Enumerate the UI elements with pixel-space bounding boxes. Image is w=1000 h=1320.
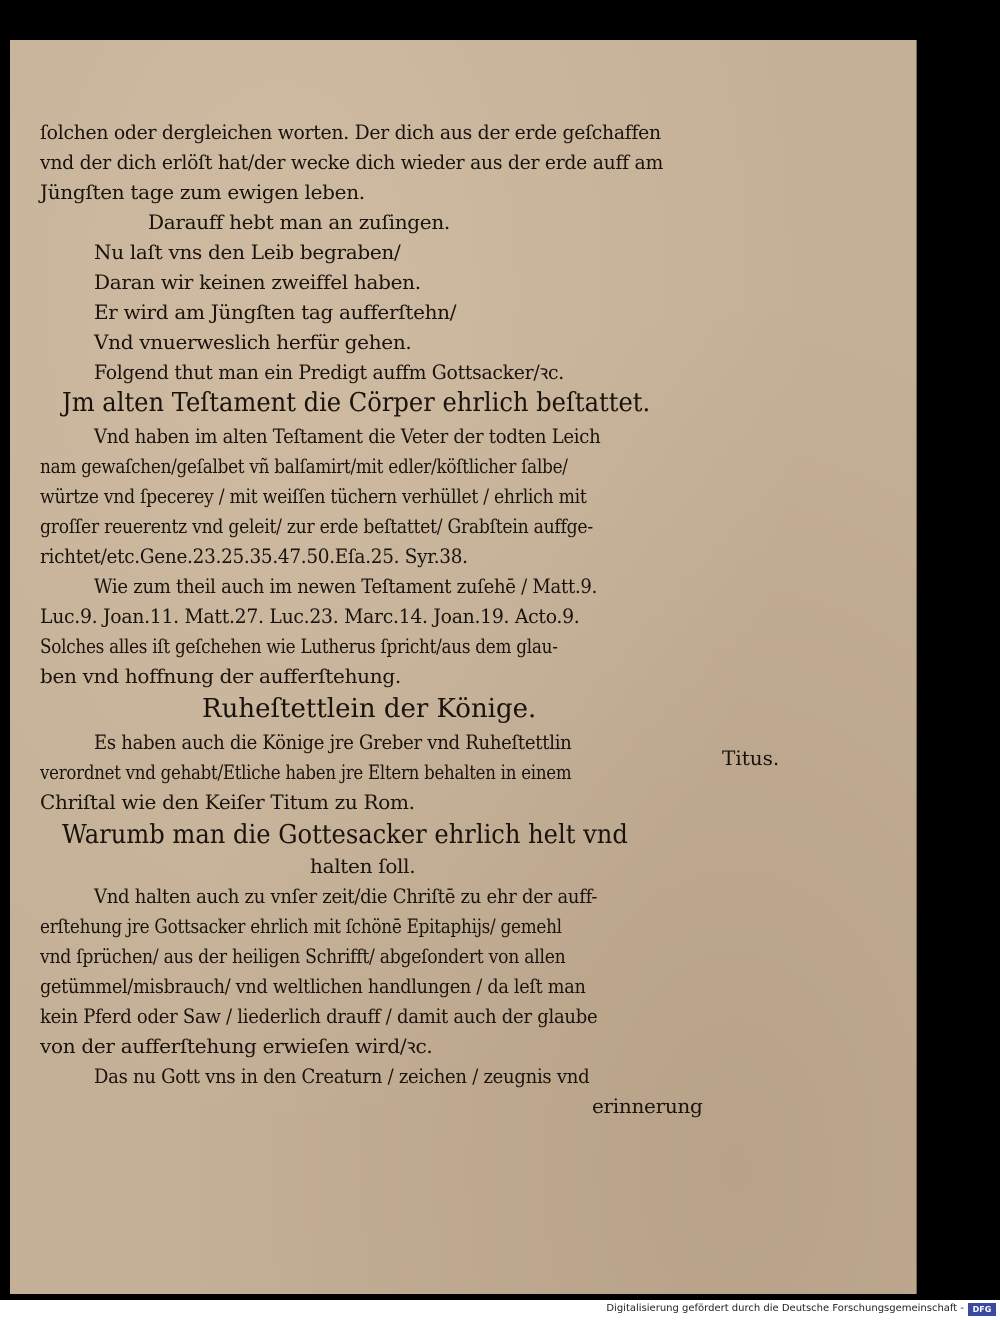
text-line: würtze vnd ſpecerey / mit weiſſen tüchern verhüllet / ehrlich mit [40,484,587,508]
text-line: vnd ſprüchen/ aus der heiligen Schrifft/ abgeſondert von allen [40,944,566,968]
digitization-footer [0,1300,1000,1320]
text-line: Es haben auch die Könige jre Greber vnd Ruheſtettlin [94,730,572,754]
text-line: Vnd vnuerweslich herfür gehen. [94,330,412,354]
text-line: Luc.9. Joan.11. Matt.27. Luc.23. Marc.14. Joan.19. Acto.9. [40,604,580,628]
text-line: Wie zum theil auch im newen Teſtament zuſehē / Matt.9. [94,574,598,598]
text-line: Er wird am Jüngſten tag aufferſtehn/ [94,300,457,324]
text-line: Nu laſt vns den Leib begraben/ [94,240,401,264]
text-line: erſtehung jre Gottsacker ehrlich mit ſchönē Epitaphijs/ gemehl [40,914,562,938]
margin-note: Titus. [722,746,780,770]
text-line: Vnd halten auch zu vnſer zeit/die Chriſtē zu ehr der auff- [94,884,598,908]
text-line: ſolchen oder dergleichen worten. Der dich aus der erde geſchaffen [40,120,661,144]
text-line: nam gewaſchen/geſalbet vñ balſamirt/mit edler/köſtlicher ſalbe/ [40,454,568,478]
section-heading: Warumb man die Gottesacker ehrlich helt vnd [62,820,628,850]
text-line: groſſer reuerentz vnd geleit/ zur erde beſtattet/ Grabſtein auffge- [40,514,593,538]
text-line: kein Pferd oder Saw / liederlich drauff / damit auch der glaube [40,1004,598,1028]
text-line: verordnet vnd gehabt/Etliche haben jre Eltern behalten in einem [40,760,572,784]
section-heading-continued: halten ſoll. [310,854,416,878]
text-line: richtet/etc.Gene.23.25.35.47.50.Eſa.25. Syr.38. [40,544,468,568]
text-line: Das nu Gott vns in den Creaturn / zeichen / zeugnis vnd [94,1064,590,1088]
text-line: von der aufferſtehung erwieſen wird/ꝛc. [40,1034,433,1058]
section-heading: Jm alten Teſtament die Cörper ehrlich beſtattet. [62,388,651,418]
text-line: Chriſtal wie den Keiſer Titum zu Rom. [40,790,415,814]
text-line: Jüngſten tage zum ewigen leben. [40,180,365,204]
book-page [10,40,917,1294]
text-line: getümmel/misbrauch/ vnd weltlichen handlungen / da leſt man [40,974,586,998]
section-heading: Ruheſtettlein der Könige. [202,694,537,724]
text-line: vnd der dich erlöſt hat/der wecke dich wieder aus der erde auff am [40,150,663,174]
text-line: ben vnd hoffnung der aufferſtehung. [40,664,401,688]
text-line: Solches alles iſt geſchehen wie Lutherus ſpricht/aus dem glau- [40,634,558,658]
text-line: Vnd haben im alten Teſtament die Veter der todten Leich [94,424,601,448]
dfg-logo-icon: DFG [968,1303,996,1316]
text-line: Folgend thut man ein Predigt auffm Gottsacker/ꝛc. [94,360,564,384]
footer-credit: Digitalisierung gefördert durch die Deutsche Forschungsgemeinschaft - [606,1303,964,1314]
text-line: Darauff hebt man an zuſingen. [148,210,450,234]
text-line: Daran wir keinen zweiffel haben. [94,270,421,294]
catchword: erinnerung [592,1094,703,1118]
